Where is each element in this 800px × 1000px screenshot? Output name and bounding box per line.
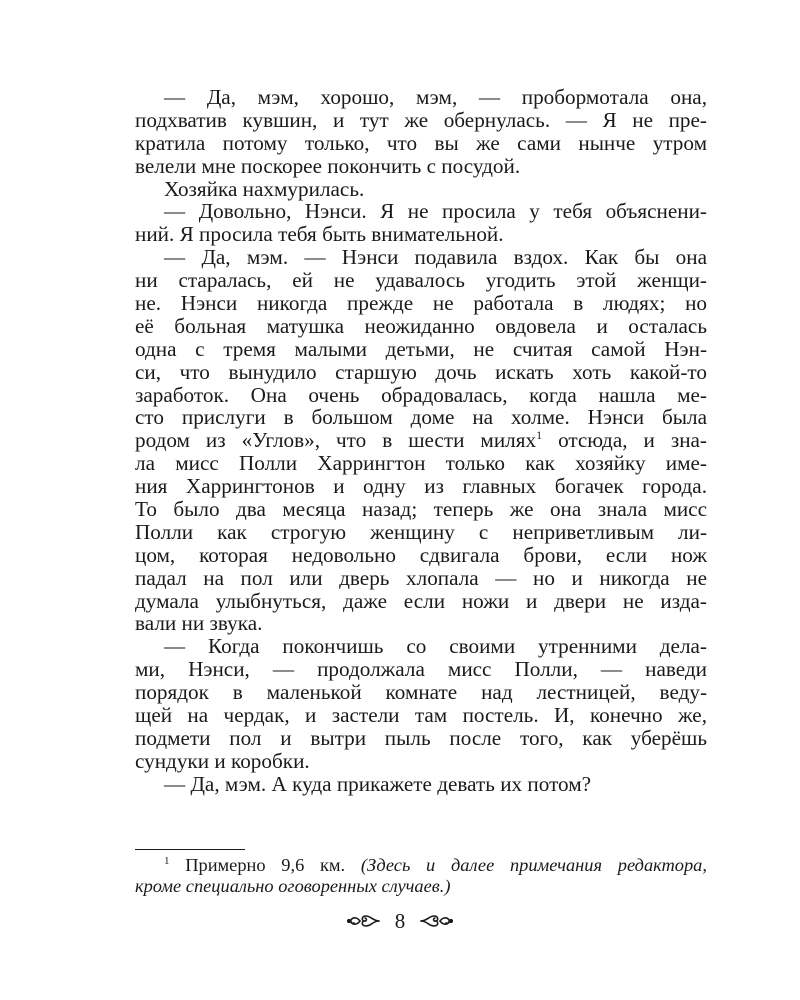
footnote-reference[interactable]: 1 bbox=[536, 428, 543, 443]
text-line: подхватив кувшин, и тут же обернулась. — Я не пре- bbox=[135, 107, 707, 132]
text-fragment: родом из «Углов», что в шести милях bbox=[135, 428, 537, 453]
text-line: одна с тремя малыми детьми, не считая самой Нэн- bbox=[135, 336, 707, 361]
page-number: 8 bbox=[394, 909, 406, 933]
text-line: её больная матушка неожиданно овдовела и осталась bbox=[135, 313, 707, 338]
text-line: — Когда покончишь со своими утренними дела- bbox=[164, 634, 707, 659]
footnote bbox=[135, 855, 707, 897]
text-line: велели мне поскорее покончить с посудой. bbox=[135, 153, 521, 178]
footnote-italic-text: (Здесь и далее примечания редактора, bbox=[360, 855, 707, 875]
text-line: Хозяйка нахмурилась. bbox=[164, 176, 365, 201]
text-line: щей на чердак, и застели там постель. И, конечно же, bbox=[135, 703, 707, 728]
text-line: не. Нэнси никогда прежде не работала в людях; но bbox=[135, 291, 707, 316]
floral-ornament-icon bbox=[419, 911, 453, 931]
floral-ornament-icon bbox=[347, 911, 381, 931]
text-line: ния Харрингтонов и одну из главных богачек города. bbox=[135, 474, 707, 499]
text-line: цом, которая недовольно сдвигала брови, если нож bbox=[135, 542, 707, 567]
text-fragment: отсюда, и зна- bbox=[558, 428, 707, 453]
text-line: подмети пол и вытри пыль после того, как уберёшь bbox=[135, 725, 707, 750]
footnote-line bbox=[135, 855, 707, 876]
text-line: — Да, мэм. — Нэнси подавила вздох. Как бы она bbox=[164, 245, 707, 270]
text-line: — Довольно, Нэнси. Я не просила у тебя объяснени- bbox=[164, 199, 707, 224]
text-line: си, что вынудило старшую дочь искать хоть какой-то bbox=[135, 359, 707, 384]
text-line: ми, Нэнси, — продолжала мисс Полли, — наведи bbox=[135, 657, 707, 682]
text-line: кратила потому только, что вы же сами нынче утром bbox=[135, 130, 707, 155]
text-line: вали ни звука. bbox=[135, 611, 263, 636]
text-line: — Да, мэм, хорошо, мэм, — пробормотала она, bbox=[164, 85, 707, 109]
text-line: ни старалась, ей не удавалось угодить этой женщи- bbox=[135, 268, 707, 293]
text-line: ла мисс Полли Харрингтон только как хозяйку име- bbox=[135, 451, 707, 476]
text-line: То было два месяца назад; теперь же она знала мисс bbox=[135, 497, 707, 522]
text-line: Полли как строгую женщину с неприветливым ли- bbox=[135, 519, 707, 544]
page-footer bbox=[0, 906, 800, 936]
text-line: — Да, мэм. А куда прикажете девать их потом? bbox=[164, 771, 592, 796]
footnote-text: Примерно 9,6 км. bbox=[185, 855, 346, 875]
text-line-with-footnote bbox=[135, 429, 707, 452]
text-line: порядок в маленькой комнате над лестницей, веду- bbox=[135, 680, 707, 705]
text-line: сто прислуги в большом доме на холме. Нэнси была bbox=[135, 405, 707, 430]
text-line: сундуки и коробки. bbox=[135, 748, 310, 773]
footnote-marker: 1 bbox=[164, 855, 170, 867]
text-line: ний. Я просила тебя быть внимательной. bbox=[135, 222, 504, 247]
footnote-divider bbox=[135, 849, 245, 850]
text-line: думала улыбнуться, даже если ножи и двери не изда- bbox=[135, 588, 707, 613]
footnote-italic-text: кроме специально оговоренных случаев.) bbox=[135, 876, 451, 896]
main-text bbox=[135, 86, 707, 796]
text-line: падал на пол или дверь хлопала — но и никогда не bbox=[135, 565, 707, 590]
text-line: заработок. Она очень обрадовалась, когда нашла ме- bbox=[135, 382, 707, 407]
